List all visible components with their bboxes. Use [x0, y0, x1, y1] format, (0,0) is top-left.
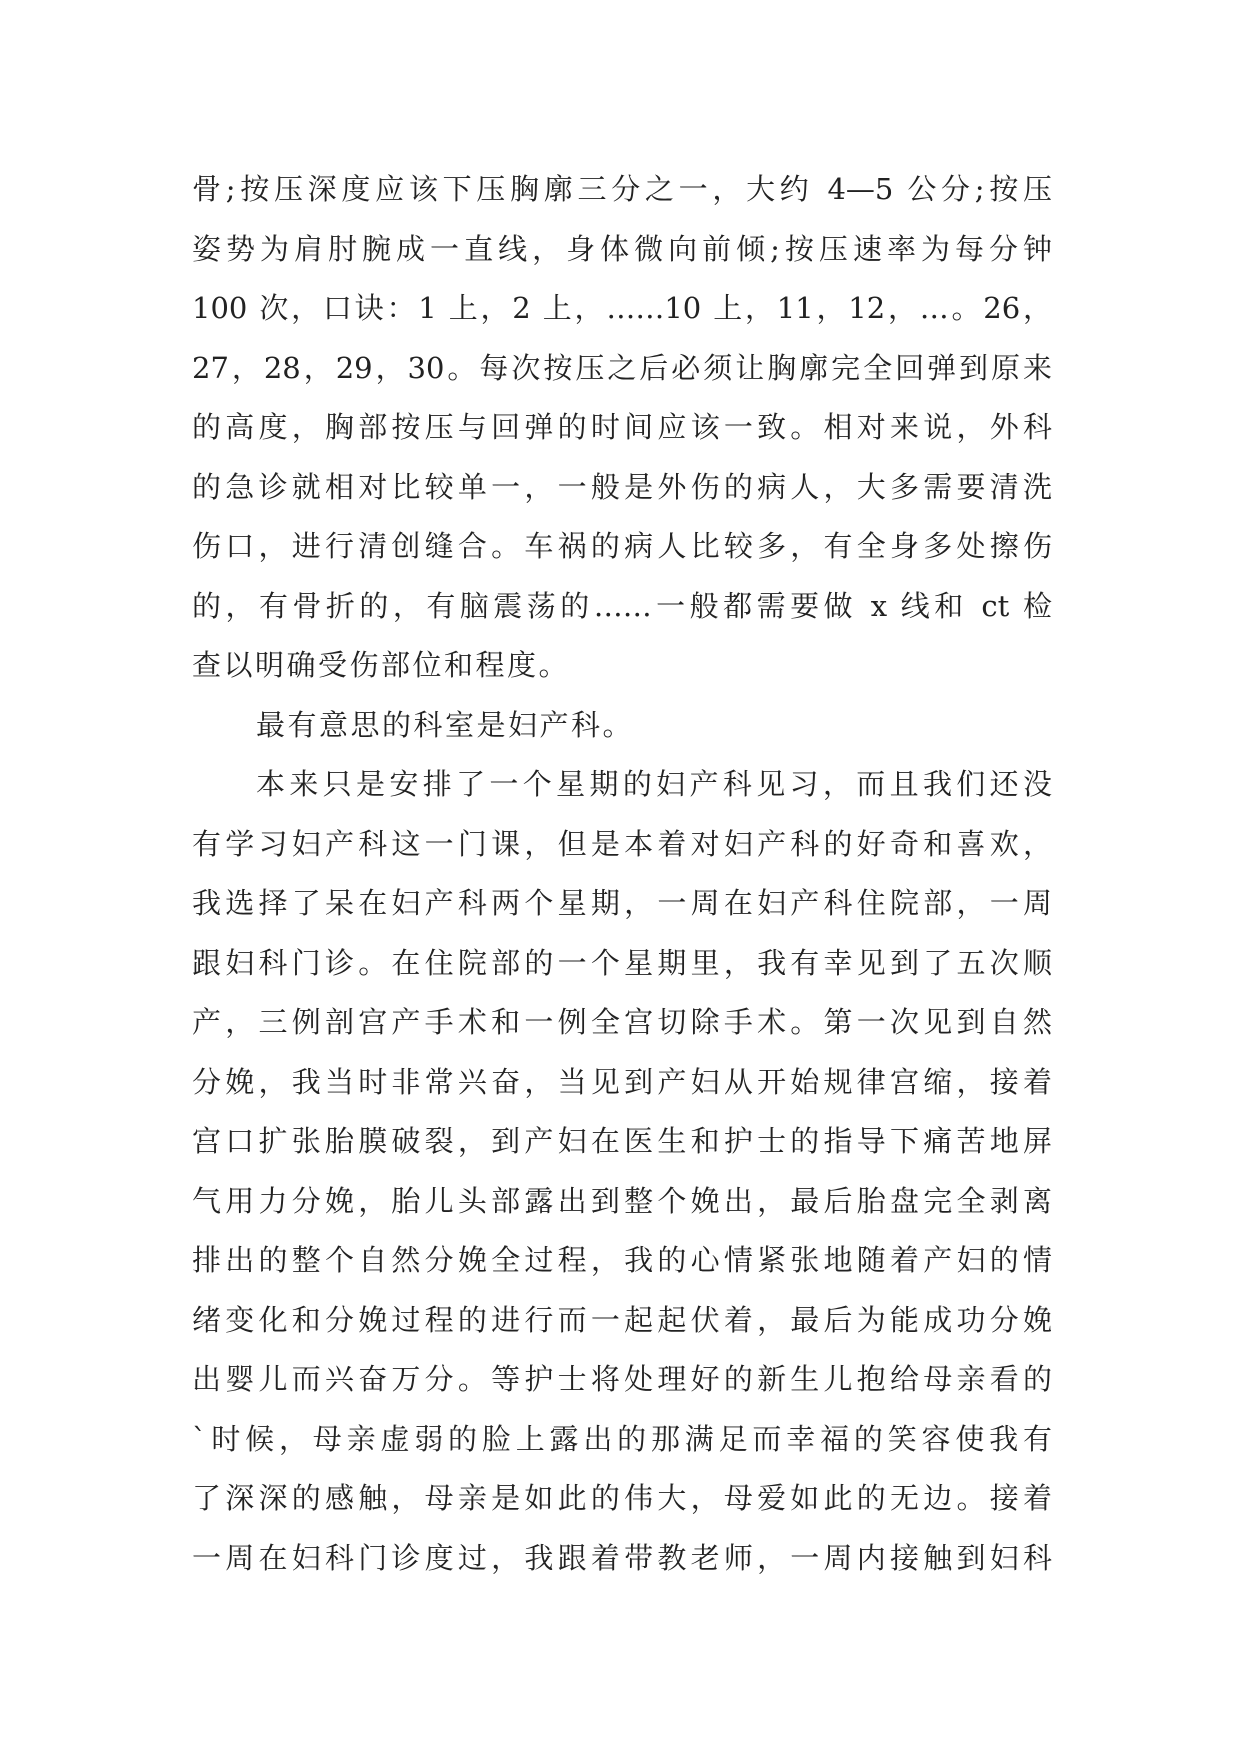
body-text [192, 160, 1052, 1588]
text-line: 100 次，口诀：1 上，2 上，……10 上，11，12，…。26， [192, 291, 1052, 325]
text-line: 的高度，胸部按压与回弹的时间应该一致。相对来说，外科 [192, 410, 1052, 444]
text-line: 的，有骨折的，有脑震荡的……一般都需要做 x 线和 ct 检 [192, 588, 1052, 623]
text-line: 查以明确受伤部位和程度。 [192, 648, 571, 682]
text-line: 伤口，进行清创缝合。车祸的病人比较多，有全身多处擦伤 [192, 529, 1052, 563]
text-line: 跟妇科门诊。在住院部的一个星期里，我有幸见到了五次顺 [192, 945, 1052, 980]
text-line: 一周在妇科门诊度过，我跟着带教老师，一周内接触到妇科 [192, 1540, 1052, 1575]
text-line: 分娩，我当时非常兴奋，当见到产妇从开始规律宫缩，接着 [192, 1064, 1052, 1099]
text-line: 排出的整个自然分娩全过程，我的心情紧张地随着产妇的情 [192, 1243, 1052, 1277]
text-line: 产，三例剖宫产手术和一例全宫切除手术。第一次见到自然 [192, 1005, 1052, 1039]
text-line: 姿势为肩肘腕成一直线，身体微向前倾;按压速率为每分钟 [192, 231, 1052, 266]
text-line: 绪变化和分娩过程的进行而一起起伏着，最后为能成功分娩 [192, 1302, 1052, 1337]
text-line: 27，28，29，30。每次按压之后必须让胸廓完全回弹到原来 [192, 350, 1052, 385]
text-line: 我选择了呆在妇产科两个星期，一周在妇产科住院部，一周 [192, 886, 1052, 920]
text-line: 气用力分娩，胎儿头部露出到整个娩出，最后胎盘完全剥离 [192, 1183, 1052, 1218]
text-line: 宫口扩张胎膜破裂，到产妇在医生和护士的指导下痛苦地屏 [192, 1124, 1052, 1158]
text-line: `时候，母亲虚弱的脸上露出的那满足而幸福的笑容使我有 [192, 1421, 1052, 1456]
text-line: 骨;按压深度应该下压胸廓三分之一，大约 4—5 公分;按压 [192, 172, 1052, 206]
text-line: 出婴儿而兴奋万分。等护士将处理好的新生儿抱给母亲看的 [192, 1362, 1052, 1396]
paragraph-start-line: 本来只是安排了一个星期的妇产科见习，而且我们还没 [256, 767, 1052, 801]
text-line: 了深深的感触，母亲是如此的伟大，母爱如此的无边。接着 [192, 1481, 1052, 1515]
text-line: 有学习妇产科这一门课，但是本着对妇产科的好奇和喜欢， [192, 826, 1052, 861]
paragraph-start-line: 最有意思的科室是妇产科。 [256, 707, 635, 742]
text-line: 的急诊就相对比较单一，一般是外伤的病人，大多需要清洗 [192, 469, 1052, 504]
